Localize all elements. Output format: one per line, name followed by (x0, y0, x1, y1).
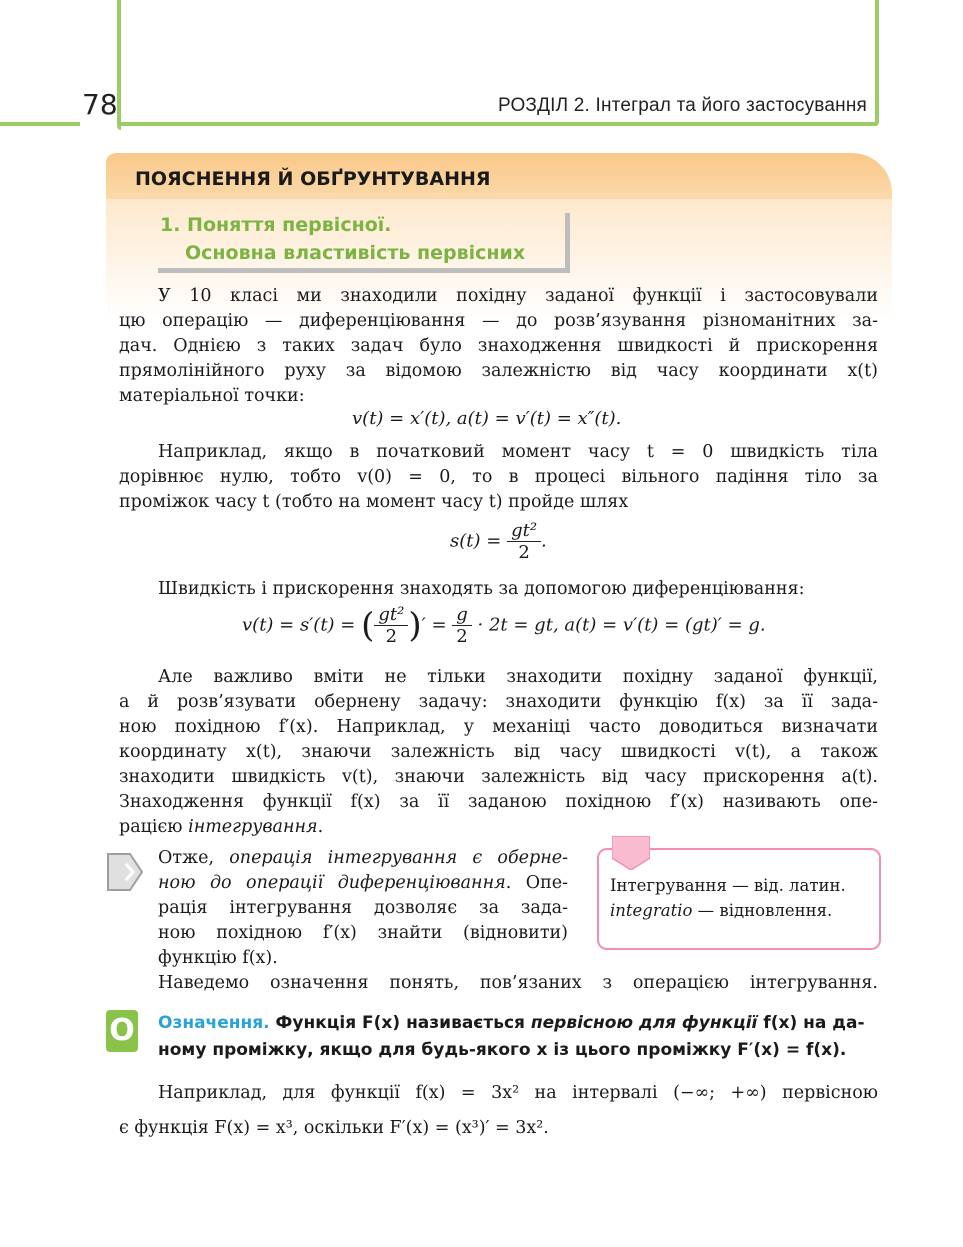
paragraph-line: цю операцію — диференціювання — до розв’язування різноманітних за- (119, 311, 878, 331)
paragraph-line: Наприклад, якщо в початковий момент часу t = 0 швидкість тіла (158, 442, 878, 462)
note-line2: integratio — відновлення. (610, 901, 833, 920)
paragraph-line: Наприклад, для функції f(x) = 3x² на інтервалі (−∞; +∞) первісною (158, 1083, 878, 1103)
paragraph-line: Отже, операція інтегрування є оберне- (158, 848, 568, 868)
paragraph-line: координату x(t), знаючи залежність від часу швидкості v(t), а також (119, 742, 878, 762)
note-line1: Інтегрування — від. латин. (610, 876, 846, 895)
paragraph-line: ною до операції диференціювання. Опе- (158, 873, 568, 893)
paragraph-line: дорівнює нулю, тобто v(0) = 0, то в процесі вільного падіння тіло за (119, 467, 878, 487)
paragraph-line: функцію f(x). (158, 948, 278, 968)
definition-line2: ному проміжку, якщо для будь-якого x із цього проміжку F′(x) = f(x). (158, 1040, 847, 1060)
page-number: 78 (82, 88, 118, 121)
running-head: РОЗДІЛ 2. Інтеграл та його застосування (497, 95, 867, 116)
paragraph-line: Швидкість і прискорення знаходять за допомогою диференціювання: (158, 579, 805, 599)
subsection-title-line2: Основна властивість первісних (185, 242, 526, 264)
arrow-marker-icon (106, 852, 144, 892)
definition-line1: Означення. Функція F(x) називається первісною для функції f(x) на да- (158, 1013, 865, 1033)
paragraph-line: є функція F(x) = x³, оскільки F′(x) = (x³)′ = 3x². (119, 1118, 549, 1138)
paragraph-line: ною похідною f′(x) знайти (відновити) (158, 923, 568, 943)
fraction: $\frac{\text{gt²}}{2}$ (507, 520, 541, 563)
page-frame-right (875, 0, 879, 126)
fraction: $\frac{g}{2}$ (452, 604, 472, 647)
bookmark-flag-icon (612, 836, 650, 870)
paragraph-line: Наведемо означення понять, пов’язаних з операцією інтегрування. (158, 973, 878, 993)
formula-velocity-acceleration: v(t) = x′(t), a(t) = v′(t) = x″(t). (352, 408, 622, 429)
formula-path: s(t) = $\frac{\text{gt²}}{2}$ . (450, 520, 547, 563)
page-frame-bottom (117, 122, 877, 126)
fraction: $\frac{\text{gt²}}{2}$ (374, 604, 408, 647)
section-title: ПОЯСНЕННЯ Й ОБҐРУНТУВАННЯ (135, 168, 491, 190)
paragraph-line: матеріальної точки: (119, 386, 305, 406)
paragraph-line: проміжок часу t (тобто на момент часу t) пройде шлях (119, 492, 629, 512)
paragraph-line: рація інтегрування дозволяє за зада- (158, 898, 568, 918)
paragraph-line: ною похідною f′(x). Наприклад, у механіці часто доводиться визначати (119, 717, 878, 737)
paragraph-line: рацією інтегрування. (119, 817, 324, 837)
subsection-shadow-right (565, 213, 570, 273)
paragraph-line: а й розв’язувати обернену задачу: знаходити функцію f(x) за її зада- (119, 692, 878, 712)
page-number-rule (0, 122, 80, 126)
paragraph-line: прямолінійного руху за відомою залежністю від часу координати x(t) (119, 361, 878, 381)
paragraph-line: Але важливо вміти не тільки знаходити похідну заданої функції, (158, 667, 878, 687)
subsection-title-line1: 1. Поняття первісної. (160, 214, 392, 236)
formula-derivative: v(t) = s′(t) = ( $\frac{\text{gt²}}{2}$ )′ = $\frac{g}{2}$ · 2t = gt, a(t) = v′(t) = (gt)′ = g. (242, 604, 766, 647)
paragraph-line: дач. Однією з таких задач було знаходження швидкості й прискорення (119, 336, 878, 356)
subsection-shadow-bottom (158, 268, 570, 273)
paragraph-line: знаходити швидкість v(t), знаючи залежність від часу прискорення a(t). (119, 767, 878, 787)
definition-icon: О (106, 1010, 138, 1052)
paragraph-line: У 10 класі ми знаходили похідну заданої функції і застосовували (158, 286, 878, 306)
paragraph-line: Знаходження функції f(x) за її заданою похідною f′(x) називають опе- (119, 792, 878, 812)
